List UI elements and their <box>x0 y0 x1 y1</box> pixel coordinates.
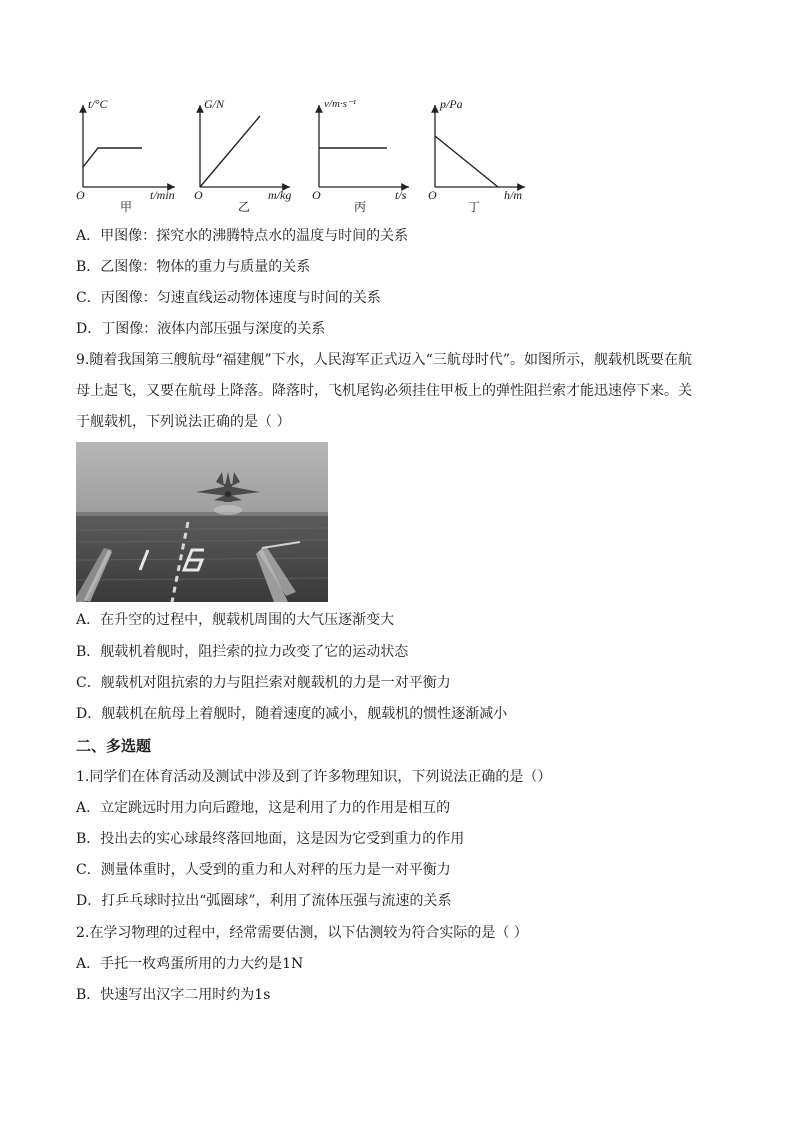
graph-yi-x-label: m/kg <box>268 188 292 202</box>
graph-ding <box>435 105 525 187</box>
mq2-option-a: A．手托一枚鸡蛋所用的力大约是1N <box>76 956 304 972</box>
graph-ding-caption: 丁 <box>468 200 481 214</box>
q8-option-b: B．乙图像：物体的重力与质量的关系 <box>76 259 311 275</box>
graph-ding-y-label: p/Pa <box>440 97 463 111</box>
mq2-stem: 2.在学习物理的过程中，经常需要估测，以下估测较为符合实际的是（ ） <box>76 925 528 941</box>
mq1-option-b: B．投出去的实心球最终落回地面，这是因为它受到重力的作用 <box>76 831 465 847</box>
q9-stem-line-3: 于舰载机，下列说法正确的是（ ） <box>76 414 291 430</box>
q9-option-a: A．在升空的过程中，舰载机周围的大气压逐渐变大 <box>76 612 395 628</box>
graph-jia <box>83 105 175 187</box>
graph-ding-line <box>435 136 498 187</box>
carrier-jet-svg <box>76 442 328 602</box>
graph-bing <box>319 105 409 187</box>
mq1-option-a: A．立定跳远时用力向后蹬地，这是利用了力的作用是相互的 <box>76 800 451 816</box>
section-title-multiple-choice: 二、多选题 <box>76 737 152 755</box>
graph-bing-x-label: t/s <box>395 188 407 202</box>
q8-option-c: C．丙图像：匀速直线运动物体速度与时间的关系 <box>76 290 381 306</box>
graph-bing-origin: O <box>312 188 321 202</box>
mq1-option-c: C．测量体重时，人受到的重力和人对秤的压力是一对平衡力 <box>76 862 451 878</box>
carrier-jet-photo <box>76 442 328 602</box>
graph-ding-x-label: h/m <box>504 188 522 202</box>
graph-bing-caption: 丙 <box>354 200 367 214</box>
q9-option-c: C．舰载机对阻抗索的力与阻拦索对舰载机的力是一对平衡力 <box>76 675 451 691</box>
mq1-stem: 1.同学们在体育活动及测试中涉及到了许多物理知识，下列说法正确的是（） <box>76 769 552 785</box>
graphs-svg <box>70 95 540 213</box>
graph-jia-y-label: t/°C <box>88 97 108 111</box>
mq2-option-b: B．快速写出汉字二用时约为1s <box>76 987 271 1003</box>
graph-bing-y-label: v/m·s⁻¹ <box>324 98 357 110</box>
graph-yi-y-label: G/N <box>204 97 225 111</box>
q9-option-b: B．舰载机着舰时，阻拦索的拉力改变了它的运动状态 <box>76 644 409 660</box>
graph-yi-caption: 乙 <box>238 200 251 214</box>
graph-jia-curve <box>83 148 142 167</box>
q8-option-a: A．甲图像：探究水的沸腾特点水的温度与时间的关系 <box>76 228 409 244</box>
q9-stem-line-1: 9.随着我国第三艘航母“福建舰”下水，人民海军正式迈入“三航母时代”。如图所示，舰载机既要在航 <box>76 352 692 368</box>
q9-option-d: D．舰载机在航母上着舰时，随着速度的减小，舰载机的惯性逐渐减小 <box>76 706 508 722</box>
graph-jia-origin: O <box>76 188 85 202</box>
mq1-option-d: D．打乒乓球时拉出“弧圈球”，利用了流体压强与流速的关系 <box>76 893 452 909</box>
graph-yi <box>200 105 290 187</box>
graph-yi-origin: O <box>194 188 203 202</box>
graph-yi-line <box>200 116 260 187</box>
q9-stem-line-2: 母上起飞，又要在航母上降落。降落时，飞机尾钩必须挂住甲板上的弹性阻拦索才能迅速停下来。关 <box>76 383 692 399</box>
q8-option-d: D．丁图像：液体内部压强与深度的关系 <box>76 321 326 337</box>
graphs-figure <box>70 95 540 213</box>
graph-ding-origin: O <box>428 188 437 202</box>
graph-jia-x-label: t/min <box>150 188 175 202</box>
graph-jia-caption: 甲 <box>120 200 133 214</box>
